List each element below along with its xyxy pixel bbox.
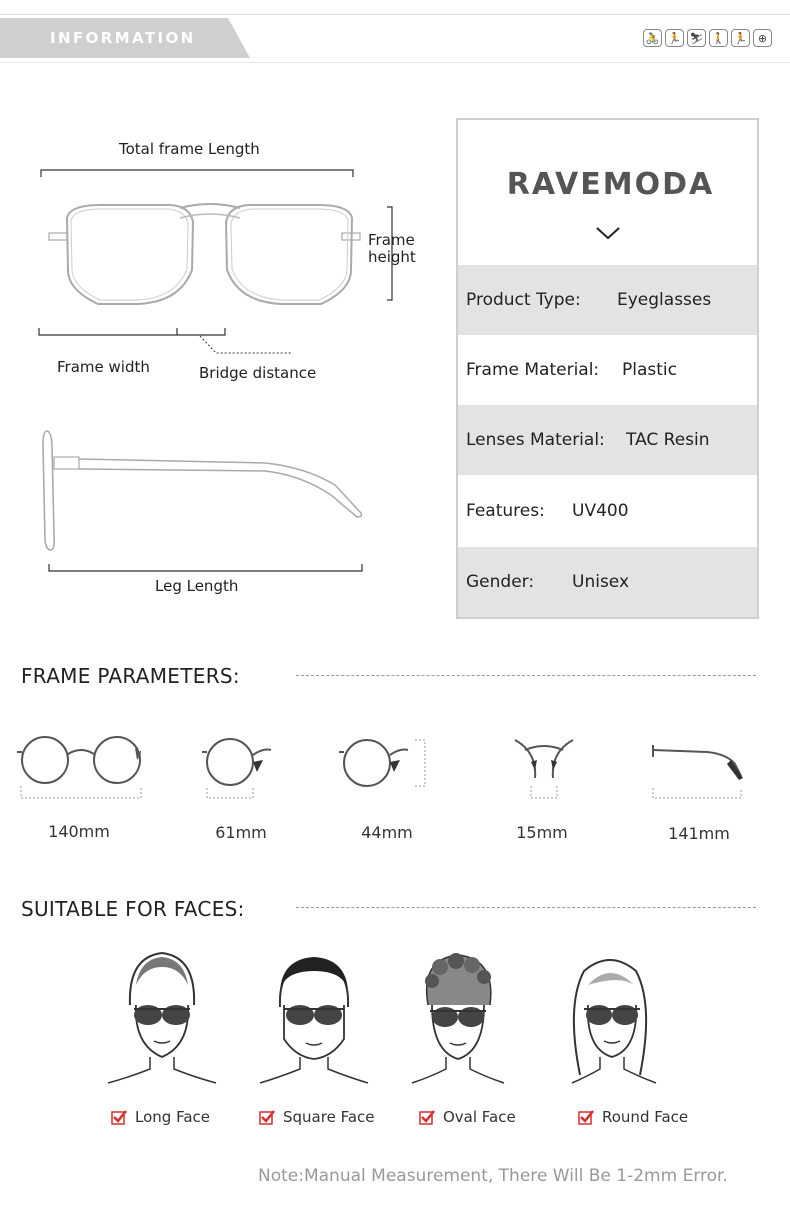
hiking-icon: 🚶	[709, 29, 728, 47]
total-frame-length-label: Total frame Length	[119, 140, 260, 158]
check-icon	[259, 1109, 275, 1125]
param-bridge-value: 15mm	[516, 823, 568, 842]
spec-value: Unisex	[572, 572, 630, 592]
frame-param-icons	[15, 730, 760, 805]
spec-label: Product Type:	[466, 290, 581, 310]
bridge-width-glasses-icon	[515, 740, 573, 798]
lens-width-glasses-icon	[202, 739, 271, 798]
round-face-illustration	[572, 960, 656, 1083]
frame-parameters-title: FRAME PARAMETERS:	[21, 664, 240, 688]
param-lens-width-value: 61mm	[215, 823, 267, 842]
section-divider	[296, 907, 756, 908]
bridge-distance-label: Bridge distance	[199, 364, 317, 382]
spec-row-lenses-material	[458, 405, 757, 475]
param-total-width-value: 140mm	[48, 822, 110, 841]
spec-value: TAC Resin	[626, 430, 710, 450]
frame-height-line1: Frame	[368, 231, 415, 249]
running-icon: 🏃	[665, 29, 684, 47]
lens-height-glasses-icon	[339, 740, 425, 786]
glasses-side-diagram	[35, 425, 375, 580]
measurement-note: Note:Manual Measurement, There Will Be 1-2mm Error.	[258, 1166, 728, 1186]
header-bottom-line	[0, 62, 790, 63]
skiing-icon: ⛷	[687, 29, 706, 47]
face-label-round: Round Face	[602, 1108, 689, 1126]
oval-face-illustration	[412, 953, 504, 1083]
face-option-oval	[419, 1108, 516, 1126]
spec-label: Gender:	[466, 572, 535, 592]
frame-width-label: Frame width	[57, 358, 150, 376]
face-option-round	[578, 1108, 688, 1126]
face-option-square	[259, 1108, 375, 1126]
sprint-icon: 🏃	[731, 29, 750, 47]
spec-row-product-type	[458, 265, 757, 335]
spec-row-frame-material	[458, 335, 757, 405]
param-lens-height-value: 44mm	[361, 823, 413, 842]
steering-wheel-icon: ⊕	[753, 29, 772, 47]
spec-label: Lenses Material:	[466, 430, 605, 450]
face-label-oval: Oval Face	[443, 1108, 516, 1126]
face-option-long	[111, 1108, 210, 1126]
check-icon	[578, 1109, 594, 1125]
suitable-faces-title: SUITABLE FOR FACES:	[21, 897, 245, 921]
temple-length-glasses-icon	[653, 745, 743, 798]
leg-length-label: Leg Length	[155, 577, 239, 595]
spec-row-gender	[458, 547, 757, 617]
information-tab-label: INFORMATION	[50, 29, 196, 47]
spec-panel	[456, 118, 759, 619]
check-icon	[419, 1109, 435, 1125]
param-temple-length-value: 141mm	[668, 824, 730, 843]
frame-height-label	[368, 232, 416, 266]
face-illustrations	[100, 945, 690, 1090]
spec-label: Features:	[466, 501, 545, 521]
header-top-line	[0, 14, 790, 15]
check-icon	[111, 1109, 127, 1125]
square-face-illustration	[260, 957, 368, 1083]
frame-height-line2: height	[368, 248, 416, 266]
spec-value: Plastic	[622, 360, 677, 380]
section-divider	[296, 675, 756, 676]
total-width-glasses-icon	[17, 737, 141, 798]
brand-name: RAVEMODA	[506, 167, 715, 202]
spec-value: Eyeglasses	[617, 290, 712, 310]
spec-row-features	[458, 475, 757, 547]
sport-icons-group	[643, 29, 772, 47]
spec-value: UV400	[572, 501, 629, 521]
face-label-long: Long Face	[135, 1108, 210, 1126]
chevron-down-icon	[595, 225, 621, 241]
spec-label: Frame Material:	[466, 360, 600, 380]
long-face-illustration	[108, 953, 216, 1083]
cycling-icon: 🚴	[643, 29, 662, 47]
face-label-square: Square Face	[283, 1108, 375, 1126]
